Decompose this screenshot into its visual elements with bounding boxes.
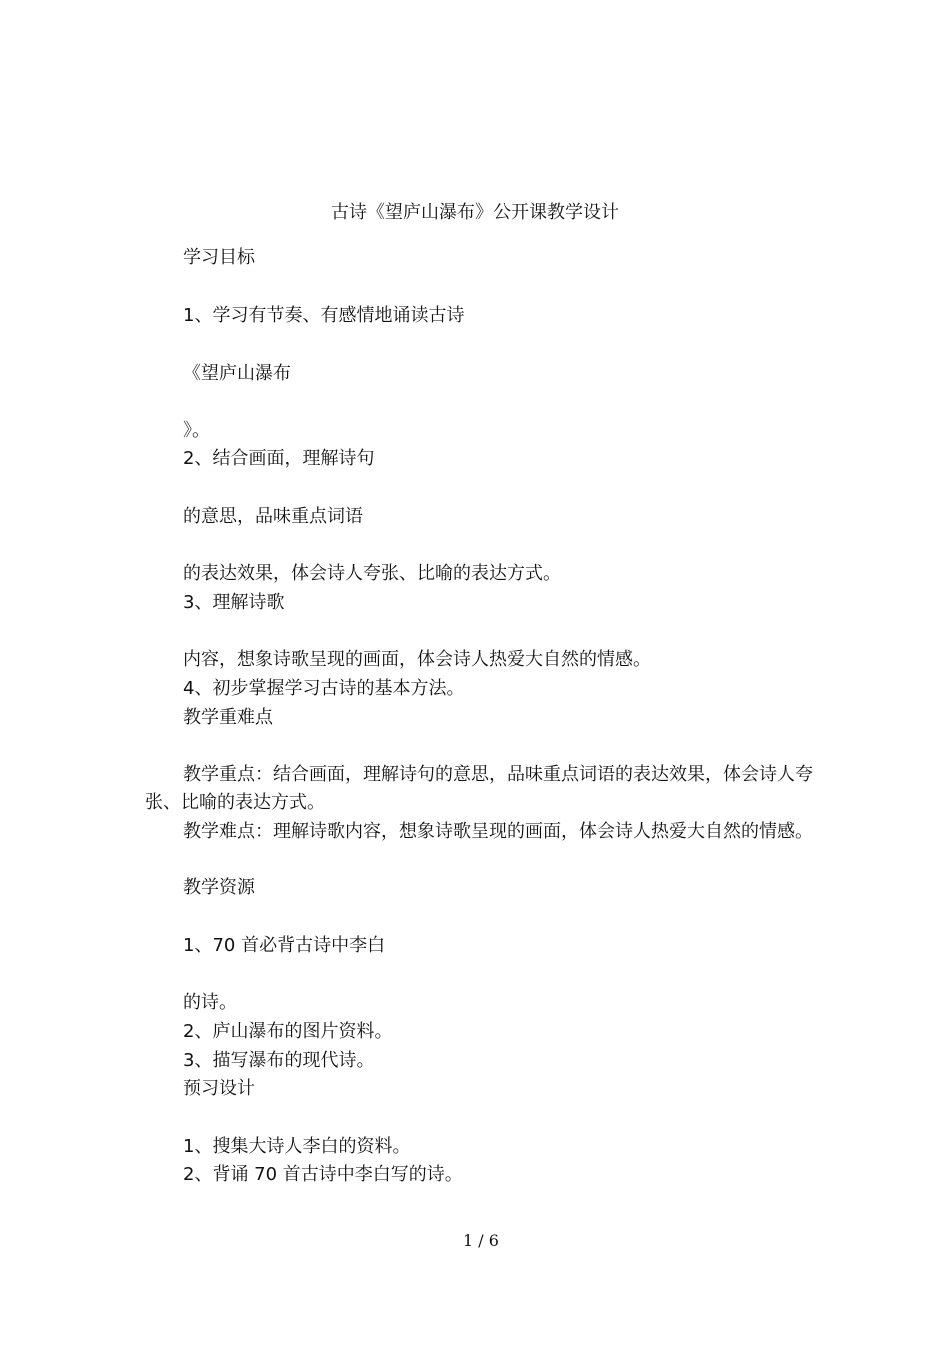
goal-3-line-1: 3、理解诗歌 — [183, 592, 285, 613]
resource-1-line-2: 的诗。 — [183, 992, 237, 1013]
document-title: 古诗《望庐山瀑布》公开课教学设计 — [331, 202, 619, 223]
preview-1: 1、搜集大诗人李白的资料。 — [183, 1136, 411, 1157]
goal-2-line-1: 2、结合画面，理解诗句 — [183, 448, 375, 469]
resource-2: 2、庐山瀑布的图片资料。 — [183, 1021, 393, 1042]
goal-1-line-1: 1、学习有节奏、有感情地诵读古诗 — [183, 305, 465, 326]
goal-1-line-2: 《望庐山瀑布 — [183, 363, 291, 384]
preview-2: 2、背诵 70 首古诗中李白写的诗。 — [183, 1164, 463, 1185]
goal-1-line-3: 》。 — [183, 420, 210, 441]
page-number: 1 / 6 — [463, 1231, 499, 1250]
section-heading-preview: 预习设计 — [183, 1078, 255, 1099]
resource-1-line-1: 1、70 首必背古诗中李白 — [183, 935, 386, 956]
goal-2-line-2: 的意思，品味重点词语 — [183, 506, 363, 527]
section-heading-goals: 学习目标 — [183, 247, 255, 268]
goal-3-line-2: 内容，想象诗歌呈现的画面，体会诗人热爱大自然的情感。 — [183, 649, 651, 670]
section-heading-key-points: 教学重难点 — [183, 707, 273, 728]
goal-4: 4、初步掌握学习古诗的基本方法。 — [183, 678, 465, 699]
resource-3: 3、描写瀑布的现代诗。 — [183, 1050, 375, 1071]
key-point-paragraph: 教学重点：结合画面，理解诗句的意思，品味重点词语的表达效果，体会诗人夸张、比喻的表达方式。 — [145, 764, 813, 813]
section-heading-resources: 教学资源 — [183, 877, 255, 898]
goal-2-line-3: 的表达效果，体会诗人夸张、比喻的表达方式。 — [183, 563, 561, 584]
difficult-point-paragraph: 教学难点：理解诗歌内容，想象诗歌呈现的画面，体会诗人热爱大自然的情感。 — [183, 821, 813, 842]
